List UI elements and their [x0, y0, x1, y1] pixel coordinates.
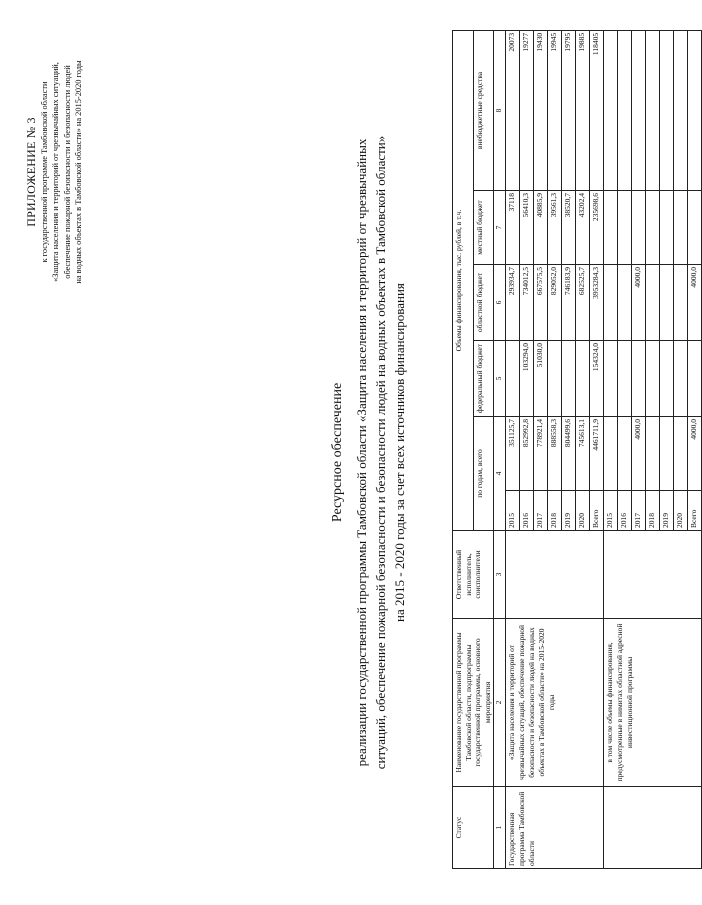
program-name-cell: в том числе объемы финансирования, предусмотренные в нимитах областной адресной инвестиционной программы	[604, 619, 702, 787]
year-cell: 2018	[646, 491, 660, 531]
local-cell	[674, 191, 688, 265]
header-status: Статус	[453, 787, 494, 869]
total-cell: 4000,0	[632, 417, 646, 491]
subtitle-line: на 2015 - 2020 годы за счет всех источников финансирования	[392, 283, 407, 622]
total-cell: 852992,8	[520, 417, 534, 491]
total-cell: 804499,6	[562, 417, 576, 491]
year-cell: 2020	[674, 491, 688, 531]
year-cell: 2017	[632, 491, 646, 531]
extrabudget-cell: 19795	[562, 30, 576, 190]
year-cell: 2016	[520, 491, 534, 531]
column-number: 1	[494, 787, 506, 869]
appendix-line: обеспечение пожарной безопасности и безопасности людей	[62, 65, 72, 279]
local-cell: 37118	[506, 191, 520, 265]
regional-cell: 4000,0	[632, 265, 646, 341]
regional-cell	[660, 265, 674, 341]
year-cell: 2019	[562, 491, 576, 531]
column-number: 3	[494, 531, 506, 619]
extrabudget-cell: 19945	[548, 30, 562, 190]
extrabudget-cell	[674, 30, 688, 190]
document-title: Ресурсное обеспечение	[330, 382, 345, 523]
regional-cell: 293934,7	[506, 265, 520, 341]
total-cell: 745613,1	[576, 417, 590, 491]
total-cell: 351125,7	[506, 417, 520, 491]
year-cell: Всего	[590, 491, 604, 531]
year-cell: 2015	[506, 491, 520, 531]
total-cell	[618, 417, 632, 491]
regional-cell: 734012,5	[520, 265, 534, 341]
total-cell	[674, 417, 688, 491]
local-cell	[688, 191, 702, 265]
local-cell	[618, 191, 632, 265]
header-volumes: Объемы финансирования, тыс. рублей, в т.ч.	[453, 30, 474, 530]
extrabudget-cell: 19430	[534, 30, 548, 190]
subtitle-line: реализации государственной программы Тамбовской области «Защита населения и территорий от чрезвычайных	[354, 138, 369, 767]
appendix-line: на водных объектах в Тамбовской области» на 2015-2020 годы	[74, 60, 84, 284]
status-cell: Государственная программа Тамбовской области	[506, 787, 604, 869]
local-cell	[660, 191, 674, 265]
header-federal: федеральный бюджет	[473, 341, 494, 417]
regional-cell: 746183,9	[562, 265, 576, 341]
local-cell	[646, 191, 660, 265]
extrabudget-cell	[618, 30, 632, 190]
regional-cell: 667575,5	[534, 265, 548, 341]
total-cell	[604, 417, 618, 491]
regional-cell: 682525,7	[576, 265, 590, 341]
column-number: 6	[494, 265, 506, 341]
federal-cell	[632, 341, 646, 417]
year-cell: 2017	[534, 491, 548, 531]
total-cell: 4461711,9	[590, 417, 604, 491]
appendix-number: ПРИЛОЖЕНИЕ № 3	[24, 117, 38, 227]
resource-table	[452, 30, 702, 869]
executor-cell	[604, 531, 702, 619]
total-cell: 888558,3	[548, 417, 562, 491]
column-number: 7	[494, 191, 506, 265]
table-row	[506, 30, 520, 868]
federal-cell	[562, 341, 576, 417]
local-cell: 56410,3	[520, 191, 534, 265]
extrabudget-cell: 19885	[576, 30, 590, 190]
column-number: 8	[494, 30, 506, 190]
federal-cell	[660, 341, 674, 417]
federal-cell	[506, 341, 520, 417]
federal-cell	[688, 341, 702, 417]
federal-cell	[674, 341, 688, 417]
federal-cell	[618, 341, 632, 417]
total-cell: 4000,0	[688, 417, 702, 491]
regional-cell: 3953284,3	[590, 265, 604, 341]
regional-cell: 4000,0	[688, 265, 702, 341]
year-cell: 2019	[660, 491, 674, 531]
appendix-block	[24, 22, 85, 322]
federal-cell: 154324,0	[590, 341, 604, 417]
federal-cell	[576, 341, 590, 417]
regional-cell	[618, 265, 632, 341]
extrabudget-cell: 118405	[590, 30, 604, 190]
investment-block	[604, 30, 702, 868]
year-cell: Всего	[688, 491, 702, 531]
extrabudget-cell	[604, 30, 618, 190]
federal-cell	[548, 341, 562, 417]
local-cell: 40885,9	[534, 191, 548, 265]
local-cell: 43202,4	[576, 191, 590, 265]
extrabudget-cell: 20073	[506, 30, 520, 190]
total-cell	[646, 417, 660, 491]
column-number: 2	[494, 619, 506, 787]
document-subtitle	[352, 0, 409, 905]
federal-cell: 103294,0	[520, 341, 534, 417]
extrabudget-cell: 19277	[520, 30, 534, 190]
federal-cell	[646, 341, 660, 417]
appendix-line: к государственной программе Тамбовской области	[40, 81, 49, 263]
program-name-cell: «Защита населения и территорий от чрезвычайных ситуаций, обеспечение пожарной безопасности и безопасности людей на водных объектах в Тамбовской области» на 2015-2020 годы	[506, 619, 604, 787]
local-cell	[632, 191, 646, 265]
year-cell: 2020	[576, 491, 590, 531]
extrabudget-cell	[632, 30, 646, 190]
year-cell: 2018	[548, 491, 562, 531]
header-name: Наименование государственной программы Тамбовской области, подпрограммы государственной программы, основного мероприятия	[453, 619, 494, 787]
column-number: 4	[494, 417, 506, 531]
total-cell	[660, 417, 674, 491]
header-extrabudget: внебюджетные средства	[473, 30, 494, 190]
regional-cell	[604, 265, 618, 341]
regional-cell: 829052,0	[548, 265, 562, 341]
year-cell: 2015	[604, 491, 618, 531]
column-number: 5	[494, 341, 506, 417]
local-cell: 235698,6	[590, 191, 604, 265]
header-regional: областной бюджет	[473, 265, 494, 341]
local-cell: 39561,3	[548, 191, 562, 265]
header-executor: Ответственный исполнитель, соисполнители	[453, 531, 494, 619]
year-cell: 2016	[618, 491, 632, 531]
federal-cell: 51030,0	[534, 341, 548, 417]
extrabudget-cell	[646, 30, 660, 190]
federal-cell	[604, 341, 618, 417]
program-block	[506, 30, 604, 868]
regional-cell	[646, 265, 660, 341]
table-row	[604, 30, 618, 868]
status-cell	[604, 787, 702, 869]
subtitle-line: ситуаций, обеспечение пожарной безопасности и безопасности людей на водных объектах в Тамбовской области»	[373, 135, 388, 770]
header-local: местный бюджет	[473, 191, 494, 265]
total-cell: 778921,4	[534, 417, 548, 491]
executor-cell	[506, 531, 604, 619]
regional-cell	[674, 265, 688, 341]
appendix-line: «Защита населения и территорий от чрезвычайных ситуаций,	[51, 62, 61, 282]
extrabudget-cell	[660, 30, 674, 190]
local-cell: 38520,7	[562, 191, 576, 265]
extrabudget-cell	[688, 30, 702, 190]
local-cell	[604, 191, 618, 265]
header-by-years: по годам, всего	[473, 417, 494, 531]
